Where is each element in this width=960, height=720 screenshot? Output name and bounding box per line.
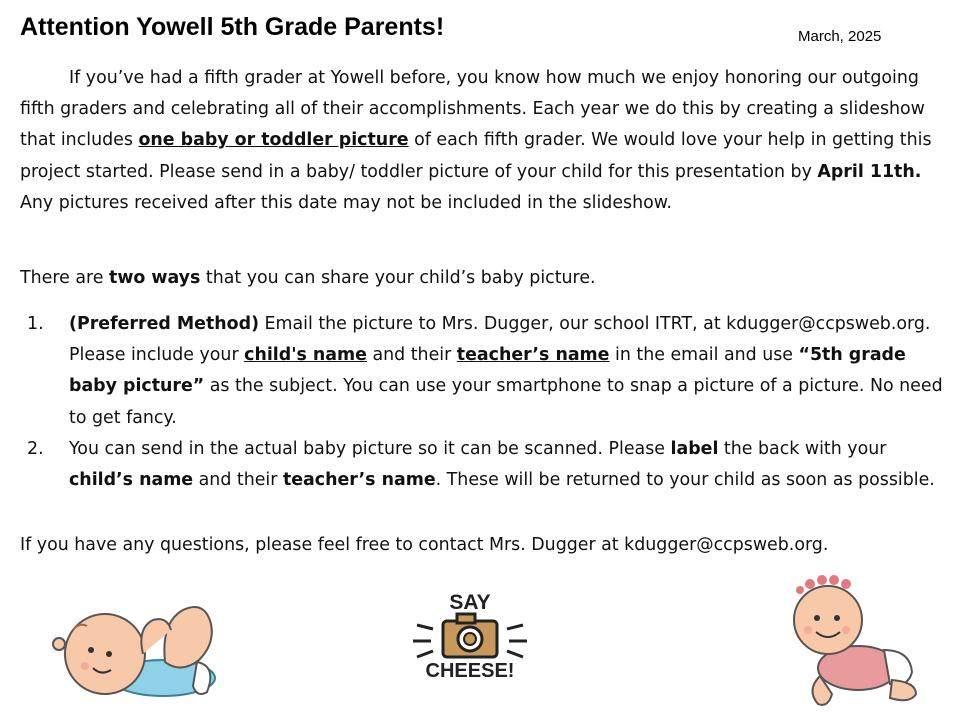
two-ways-emphasis: two ways — [109, 268, 201, 288]
list-text: as the subject. You can use your smartphone to snap a picture of a picture. No need to get fancy. — [69, 376, 943, 428]
intro-text: If you’ve had a fifth grader at Yowell before, you know how much we enjoy honoring our outgoing fifth graders and celebrating all of their accomplishments. Each year we do this by creating a slideshow that includes — [20, 68, 925, 151]
date-label: March, 2025 — [798, 28, 882, 45]
baby-ear — [53, 638, 65, 650]
page-title: Attention Yowell 5th Grade Parents! — [20, 13, 445, 41]
baby-lying-illustration — [45, 592, 220, 707]
list-number: 1. — [27, 314, 44, 334]
ways-text: There are — [20, 268, 109, 288]
list-item — [20, 434, 945, 496]
methods-list — [20, 309, 945, 496]
preferred-method-label: (Preferred Method) — [69, 314, 260, 334]
list-text: Email the picture to Mrs. Dugger, our school ITRT, at kdugger@ccpsweb.org. Please include your — [69, 314, 931, 366]
list-number: 2. — [27, 438, 44, 459]
intro-paragraph — [20, 63, 945, 219]
baby-diaper — [193, 662, 210, 694]
picture-emphasis: one baby or toddler picture — [138, 130, 409, 151]
baby-crawling-illustration — [780, 568, 930, 713]
childs-name-emphasis: child's name — [244, 345, 367, 366]
list-text: in the email and use — [609, 345, 799, 366]
childs-name-emphasis: child’s name — [69, 470, 194, 491]
intro-text-3: Any pictures received after this date may not be included in the slideshow. — [20, 192, 672, 213]
list-text: the back with your — [718, 438, 887, 459]
label-emphasis: label — [670, 438, 719, 459]
baby-head — [794, 586, 862, 654]
baby-leg — [890, 680, 916, 700]
teachers-name-emphasis: teacher’s name — [456, 345, 610, 366]
list-text: and their — [366, 345, 457, 366]
baby-leg — [164, 607, 211, 667]
stamp-bottom-word: CHEESE! — [425, 660, 515, 682]
contact-paragraph: If you have any questions, please feel free to contact Mrs. Dugger at kdugger@ccpsweb.org. — [20, 535, 829, 555]
teachers-name-emphasis: teacher’s name — [282, 470, 436, 491]
list-text: You can send in the actual baby picture so it can be scanned. Please — [69, 438, 671, 459]
list-text: and their — [193, 470, 283, 491]
ways-text-2: that you can share your child’s baby picture. — [200, 268, 596, 288]
list-text: . These will be returned to your child as soon as possible. — [435, 470, 935, 491]
stamp-top-word: SAY — [449, 591, 491, 614]
subject-line-emphasis: “5th grade baby picture” — [69, 345, 906, 397]
say-cheese-illustration — [405, 585, 535, 685]
list-item — [20, 309, 945, 434]
deadline-date: April 11th. — [817, 161, 922, 182]
ways-paragraph — [20, 263, 945, 294]
intro-text-2: of each fifth grader. We would love your help in getting this project started. Please send in a baby/ toddler picture of your child for this presentation by — [20, 130, 932, 182]
